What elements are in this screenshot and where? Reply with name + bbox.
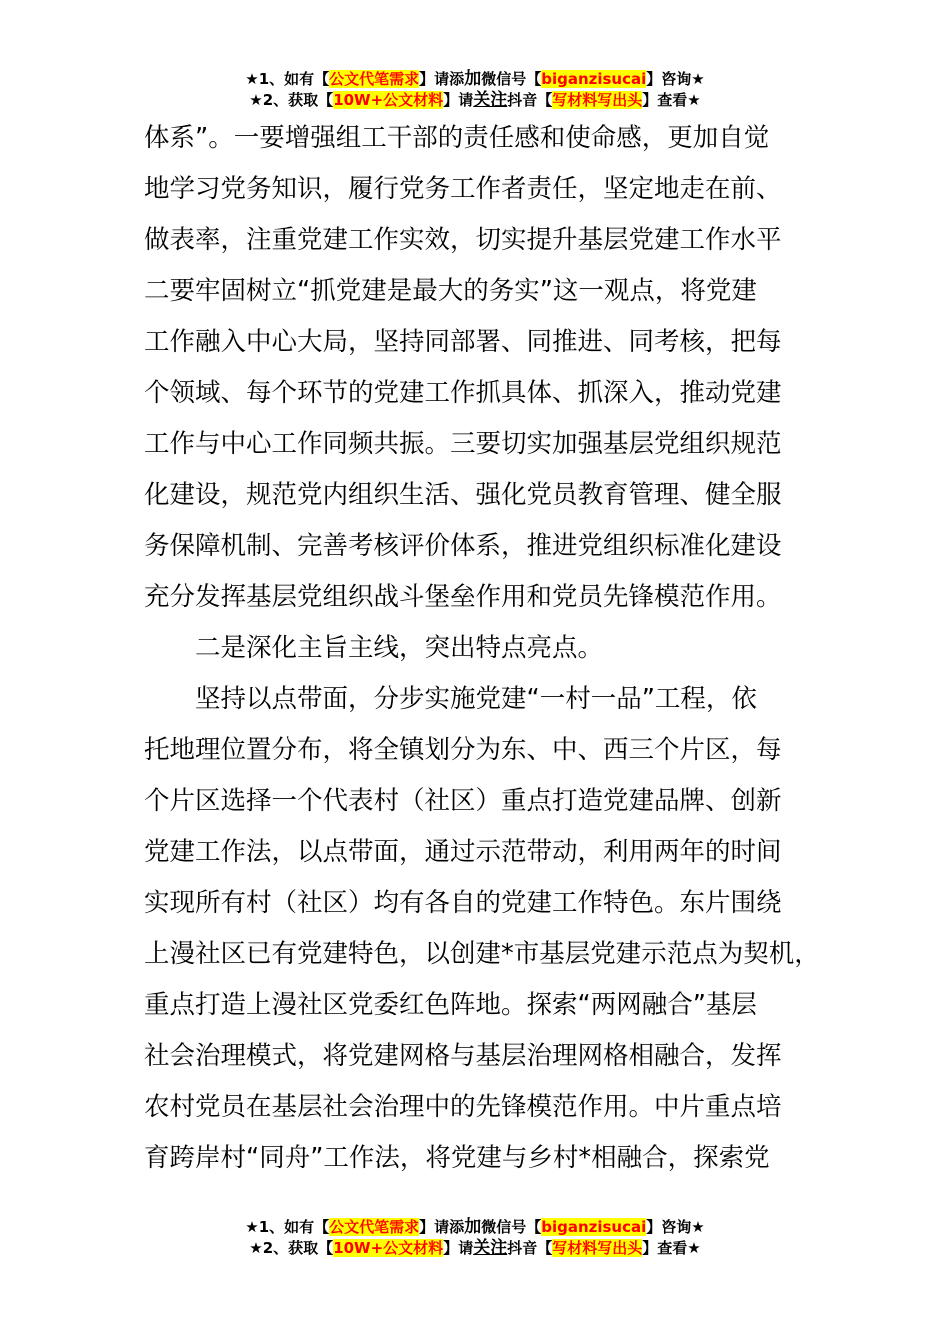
document-body bbox=[144, 113, 834, 1184]
banner-line-2 bbox=[0, 90, 950, 111]
body-line: 实现所有村（社区）均有各自的党建工作特色。东片围绕 bbox=[144, 888, 782, 918]
body-line: 个片区选择一个代表村（社区）重点打造党建品牌、创新 bbox=[144, 786, 782, 816]
body-line: 充分发挥基层党组织战斗堡垒作用和党员先锋模范作用。 bbox=[144, 582, 782, 612]
body-line: 坚持以点带面，分步实施党建“一村一品”工程，依 bbox=[195, 684, 757, 714]
body-line: 党建工作法，以点带面，通过示范带动，利用两年的时间 bbox=[144, 837, 782, 867]
banner-highlight: 10W+公文材料 bbox=[333, 91, 444, 109]
banner-line-1 bbox=[0, 1217, 950, 1238]
banner-text: 关注 bbox=[473, 90, 508, 110]
banner-text: 】查看★ bbox=[642, 91, 701, 109]
body-line: 地学习党务知识，履行党务工作者责任，坚定地走在前、 bbox=[144, 174, 782, 204]
body-line: 重点打造上漫社区党委红色阵地。探索“两网融合”基层 bbox=[144, 990, 757, 1020]
banner-text: 】请 bbox=[443, 91, 474, 109]
banner-highlight: 写材料写出头 bbox=[552, 91, 643, 109]
body-line: 托地理位置分布，将全镇划分为东、中、西三个片区，每 bbox=[144, 735, 782, 765]
body-line: 个领域、每个环节的党建工作抓具体、抓深入，推动党建 bbox=[144, 378, 782, 408]
body-line: 育跨岸村“同舟”工作法，将党建与乡村*相融合，探索党 bbox=[144, 1143, 770, 1173]
banner-text: 关注 bbox=[473, 1238, 508, 1258]
banner-text: 加 bbox=[464, 1217, 482, 1237]
footer-banner bbox=[0, 1217, 950, 1259]
banner-text: 加 bbox=[464, 69, 482, 89]
body-line: 化建设，规范党内组织生活、强化党员教育管理、健全服 bbox=[144, 480, 782, 510]
banner-text: ★1、如有【 bbox=[245, 1218, 330, 1236]
banner-text: 】请添 bbox=[419, 1218, 465, 1236]
banner-text: 抖音【 bbox=[507, 1239, 553, 1257]
body-line: 二要牢固树立“抓党建是最大的务实”这一观点，将党建 bbox=[144, 276, 757, 306]
body-line: 务保障机制、完善考核评价体系，推进党组织标准化建设 bbox=[144, 531, 782, 561]
section-heading: 二是深化主旨主线，突出特点亮点。 bbox=[195, 633, 604, 663]
banner-text: 】咨询★ bbox=[646, 1218, 705, 1236]
banner-wechat-id: biganzisucai bbox=[541, 70, 647, 88]
banner-text: ★2、获取【 bbox=[249, 91, 334, 109]
banner-text: ★2、获取【 bbox=[249, 1239, 334, 1257]
body-line: 体系”。一要增强组工干部的责任感和使命感，更加自觉 bbox=[144, 123, 770, 153]
banner-highlight: 公文代笔需求 bbox=[329, 1218, 420, 1236]
banner-highlight: 10W+公文材料 bbox=[333, 1239, 444, 1257]
banner-text: 】请添 bbox=[419, 70, 465, 88]
banner-text: 】查看★ bbox=[642, 1239, 701, 1257]
banner-text: 】请 bbox=[443, 1239, 474, 1257]
body-line: 工作融入中心大局，坚持同部署、同推进、同考核，把每 bbox=[144, 327, 782, 357]
banner-line-2 bbox=[0, 1238, 950, 1259]
body-line: 社会治理模式，将党建网格与基层治理网格相融合，发挥 bbox=[144, 1041, 782, 1071]
banner-text: 】咨询★ bbox=[646, 70, 705, 88]
body-line: 工作与中心工作同频共振。三要切实加强基层党组织规范 bbox=[144, 429, 782, 459]
banner-text: 抖音【 bbox=[507, 91, 553, 109]
banner-text: 微信号【 bbox=[481, 70, 542, 88]
banner-text: 微信号【 bbox=[481, 1218, 542, 1236]
body-line: 农村党员在基层社会治理中的先锋模范作用。中片重点培 bbox=[144, 1092, 782, 1122]
banner-highlight: 写材料写出头 bbox=[552, 1239, 643, 1257]
banner-wechat-id: biganzisucai bbox=[541, 1218, 647, 1236]
banner-highlight: 公文代笔需求 bbox=[329, 70, 420, 88]
body-line: 上漫社区已有党建特色，以创建*市基层党建示范点为契机， bbox=[144, 939, 820, 969]
banner-text: ★1、如有【 bbox=[245, 70, 330, 88]
banner-line-1 bbox=[0, 69, 950, 90]
header-banner bbox=[0, 69, 950, 111]
body-line: 做表率，注重党建工作实效，切实提升基层党建工作水平 bbox=[144, 225, 782, 255]
